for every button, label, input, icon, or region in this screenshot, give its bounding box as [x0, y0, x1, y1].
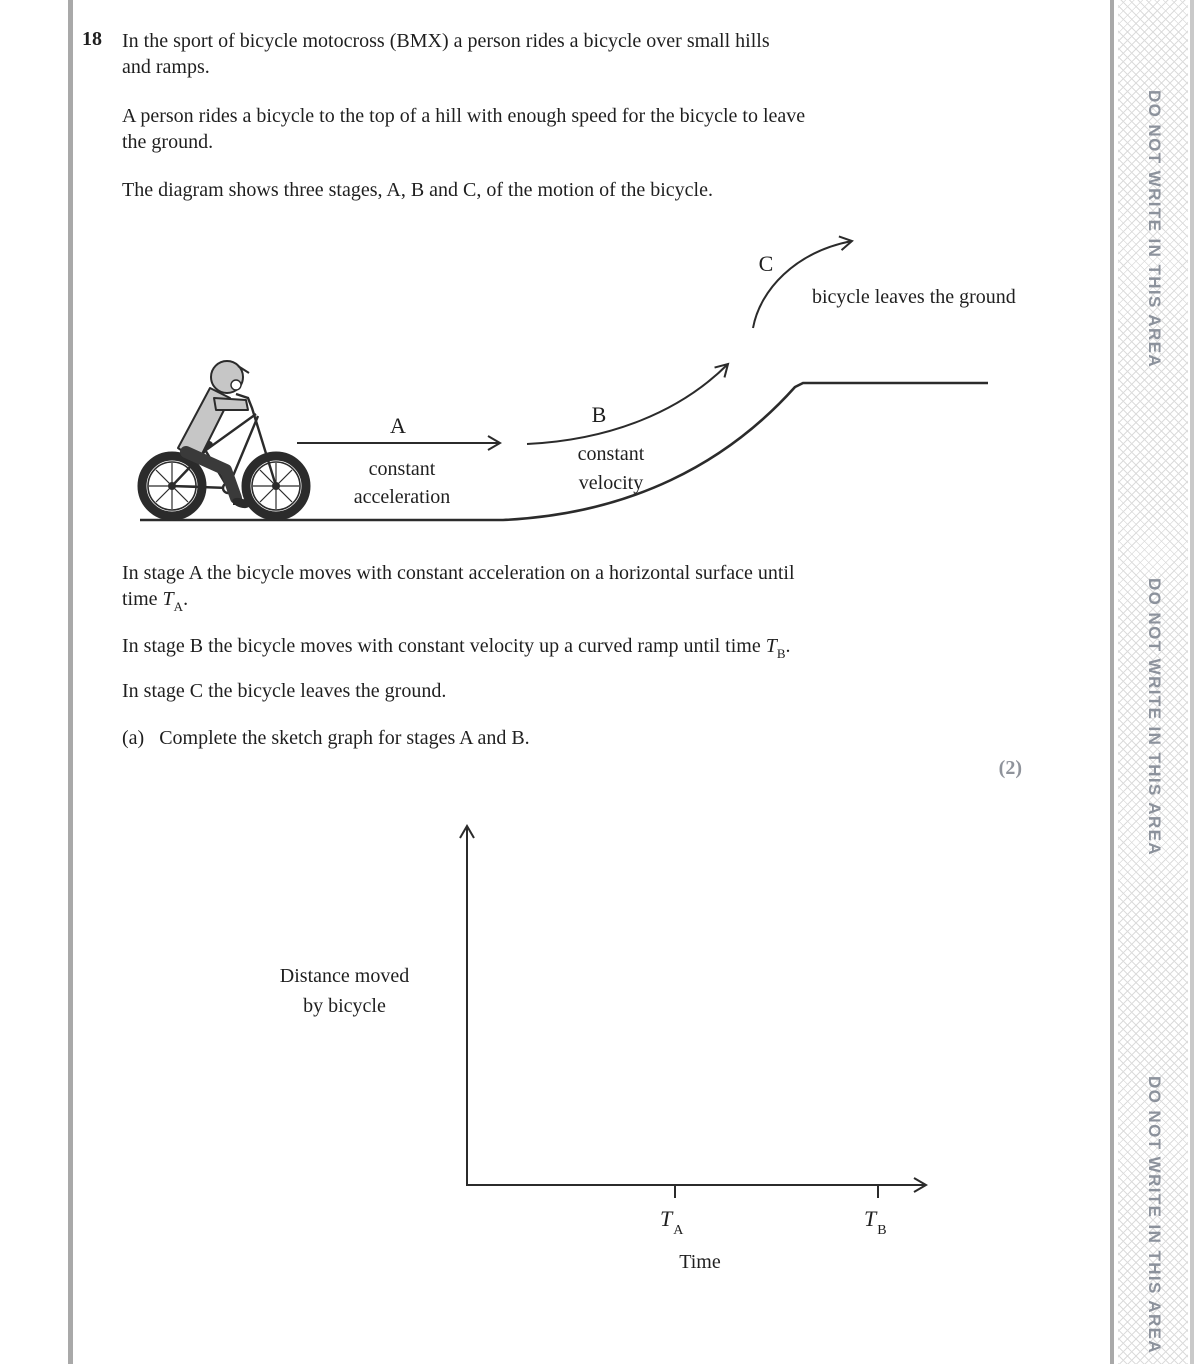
part-a-question	[122, 725, 530, 751]
part-text: Complete the sketch graph for stages A and B.	[159, 727, 530, 749]
text-line: In the sport of bicycle motocross (BMX) a person rides a bicycle over small hills	[122, 30, 770, 52]
stage-c-annotation	[753, 241, 1016, 328]
text-line: A person rides a bicycle to the top of a hill with enough speed for the bicycle to leave	[122, 105, 806, 127]
stage-c-label: C	[758, 251, 774, 276]
x-axis-label: Time	[679, 1251, 721, 1273]
text-segment: time	[122, 588, 163, 610]
right-page-rule	[1110, 0, 1114, 1364]
tick-label-ta	[660, 1206, 684, 1238]
intro-paragraph-1	[122, 28, 770, 80]
stage-a-label: A	[390, 413, 406, 438]
time-subscript: A	[673, 1223, 684, 1238]
text-segment: .	[183, 588, 189, 610]
right-edge-rule	[1190, 0, 1194, 1364]
text-segment: .	[785, 635, 791, 657]
text-line: The diagram shows three stages, A, B and C, of the motion of the bicycle.	[122, 179, 713, 201]
stage-b-annotation	[527, 364, 728, 494]
stage-b-arrow	[527, 364, 728, 444]
stage-c-paragraph	[122, 678, 446, 704]
question-number: 18	[82, 28, 102, 50]
intro-paragraph-2	[122, 103, 805, 155]
time-symbol: T	[864, 1206, 877, 1231]
time-symbol: T	[765, 635, 777, 657]
time-symbol: T	[660, 1206, 673, 1231]
stage-a-caption: acceleration	[353, 486, 451, 508]
text-line	[122, 586, 795, 612]
text-line: the ground.	[122, 131, 214, 153]
stage-a-paragraph	[122, 560, 795, 612]
text-line: and ramps.	[122, 56, 210, 78]
do-not-write-label: DO NOT WRITE IN THIS AREA	[1145, 90, 1164, 369]
time-subscript: A	[173, 599, 184, 614]
bicycle-rider-illustration	[142, 361, 306, 516]
text-line: Distance moved	[279, 965, 410, 987]
intro-paragraph-3	[122, 177, 713, 203]
text-segment: In stage B the bicycle moves with constant velocity up a curved ramp until time	[122, 635, 766, 657]
ground-and-ramp-profile	[140, 383, 988, 520]
stage-c-caption: bicycle leaves the ground	[812, 286, 1016, 308]
tick-label-tb	[864, 1206, 887, 1238]
marks-badge: (2)	[998, 757, 1022, 779]
stage-b-label: B	[591, 402, 607, 427]
stage-b-paragraph	[122, 633, 791, 659]
text-line: In stage A the bicycle moves with constant acceleration on a horizontal surface until	[122, 562, 795, 584]
time-symbol: T	[162, 588, 174, 610]
sketch-graph	[430, 795, 970, 1295]
stage-a-annotation	[297, 413, 500, 508]
left-page-rule	[68, 0, 73, 1364]
rider-arm	[214, 398, 248, 410]
text-line: In stage C the bicycle leaves the ground.	[122, 680, 447, 702]
part-label: (a)	[122, 727, 145, 749]
stage-a-caption: constant	[368, 458, 436, 480]
time-subscript: B	[877, 1223, 887, 1238]
y-axis-label	[252, 961, 437, 1021]
bmx-stage-diagram	[100, 228, 1070, 533]
do-not-write-label: DO NOT WRITE IN THIS AREA	[1145, 1076, 1164, 1355]
stage-b-caption: velocity	[578, 472, 644, 494]
do-not-write-label: DO NOT WRITE IN THIS AREA	[1145, 578, 1164, 857]
helmet-face-opening	[231, 380, 241, 390]
stage-b-caption: constant	[577, 443, 645, 465]
text-line: by bicycle	[303, 995, 386, 1017]
time-subscript: B	[776, 646, 786, 661]
